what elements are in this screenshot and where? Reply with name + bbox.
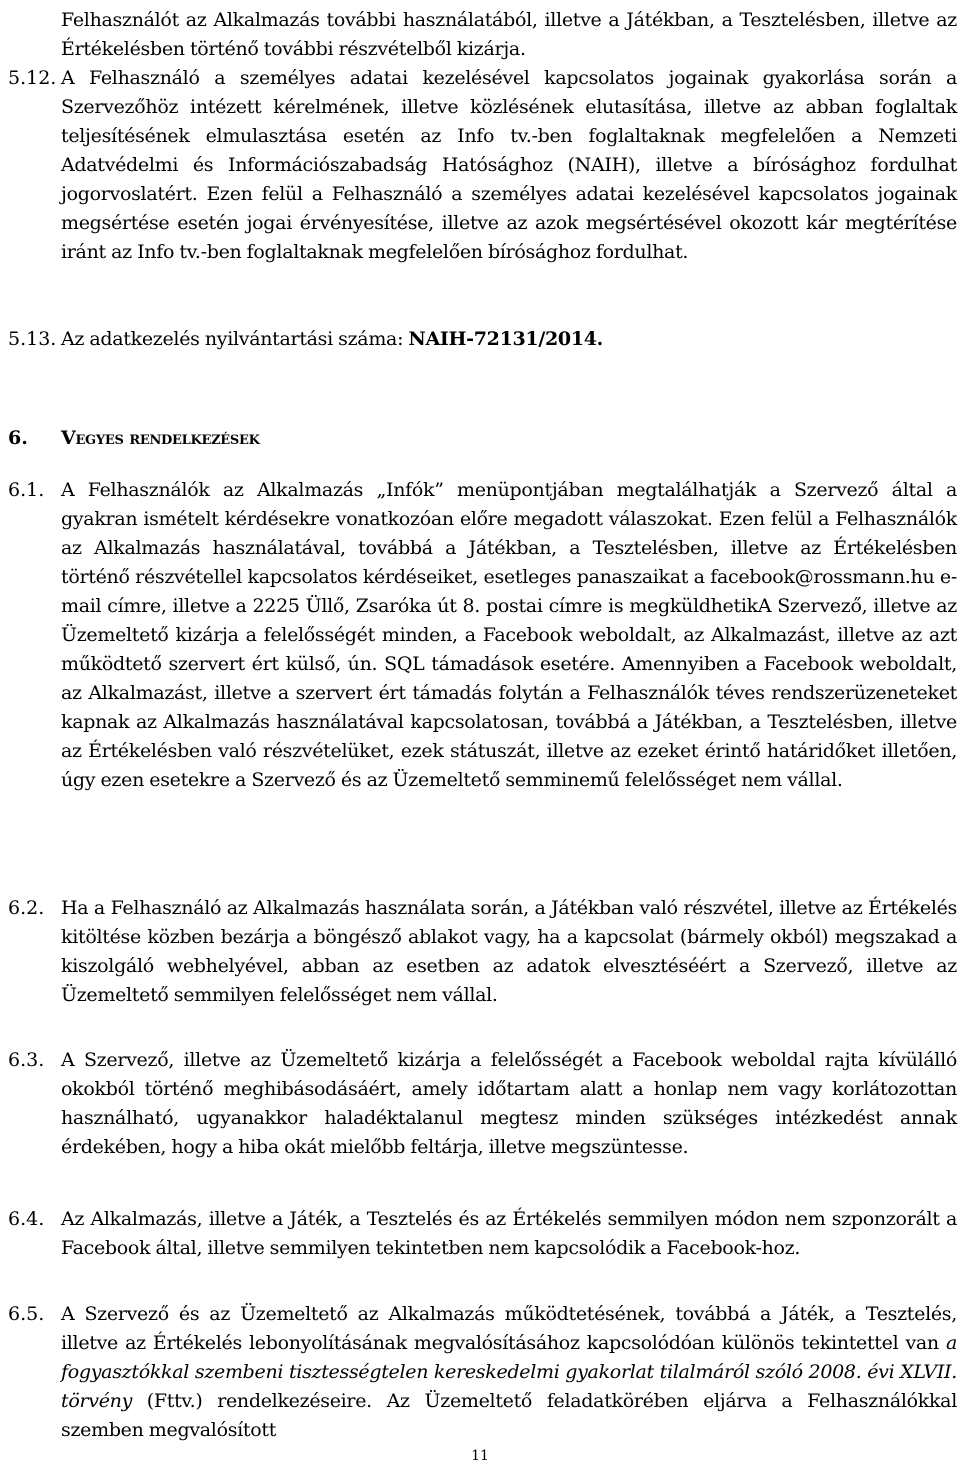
paragraph-number: 5.13. xyxy=(8,328,57,350)
paragraph-text: A Szervező, illetve az Üzemeltető kizárja a felelősségét a Facebook weboldal rajta kívülálló okokból történő meghibásodásáért, amely időtartam alatt a honlap nem vagy korlátozottan használható, ugyanakkor haladéktalanul megtesz minden szükséges intézkedést annak érdekében, hogy a hiba okát mielőbb feltárja, illetve megszüntesse. xyxy=(61,1049,957,1158)
page-number: 11 xyxy=(471,1448,489,1464)
paragraph-text-part: (Fttv.) rendelkezéseire. Az Üzemeltető feladatkörében eljárva a Felhasználókkal szemben megvalósított xyxy=(61,1390,957,1441)
paragraph-number: 6.5. xyxy=(8,1303,45,1325)
paragraph-text: Az Alkalmazás, illetve a Játék, a Tesztelés és az Értékelés semmilyen módon nem szponzorált a Facebook által, illetve semmilyen tekintetben nem kapcsolódik a Facebook-hoz. xyxy=(61,1208,957,1259)
paragraph-text xyxy=(61,1300,957,1445)
paragraph-number: 6.1. xyxy=(8,479,45,501)
paragraph-number: 5.12. xyxy=(8,67,57,89)
registration-label: Az adatkezelés nyilvántartási száma: xyxy=(61,328,409,350)
paragraph-text xyxy=(61,325,957,354)
paragraph-text: Ha a Felhasználó az Alkalmazás használata során, a Játékban való részvétel, illetve az Értékelés kitöltése közben bezárja a böngésző ablakot vagy, ha a kapcsolat (bármely okból) megszakad a kiszolgáló webhelyével, abban az esetben az adatok elvesztéséért a Szervező, illetve az Üzemeltető semmilyen felelősséget nem vállal. xyxy=(61,897,957,1006)
registration-number: NAIH-72131/2014. xyxy=(408,328,603,350)
paragraph-text: A Felhasználó a személyes adatai kezelésével kapcsolatos jogainak gyakorlása során a Szervezőhöz intézett kérelmének, illetve közlésének elutasítása, illetve az abban foglaltak teljesítésének elmulasztása esetén az Info tv.-ben foglaltaknak megfelelően a Nemzeti Adatvédelmi és Információszabadság Hatósághoz (NAIH), illetve a bírósághoz fordulhat jogorvoslatért. Ezen felül a Felhasználó a személyes adatai kezelésével kapcsolatos jogainak megsértése esetén jogai érvényesítése, illetve az azok megsértésével okozott kár megtérítése iránt az Info tv.-ben foglaltaknak megfelelően bírósághoz fordulhat. xyxy=(61,67,957,263)
section-number: 6. xyxy=(8,427,28,449)
section-title: Vegyes rendelkezések xyxy=(61,427,260,449)
law-reference: a fogyasztókkal szembeni tisztességtelen kereskedelmi gyakorlat tilalmáról szóló 2008. évi XLVII. törvény xyxy=(61,1332,957,1412)
paragraph-number: 6.3. xyxy=(8,1049,45,1071)
paragraph-number: 6.2. xyxy=(8,897,45,919)
paragraph-text-part: A Szervező és az Üzemeltető az Alkalmazás működtetésének, továbbá a Játék, a Tesztelés, illetve az Értékelés lebonyolításának megvalósításához kapcsolódóan különös tekintettel van xyxy=(61,1303,957,1354)
paragraph-text: A Felhasználók az Alkalmazás „Infók” menüpontjában megtalálhatják a Szervező által a gyakran ismételt kérdésekre vonatkozóan előre megadott válaszokat. Ezen felül a Felhasználók az Alkalmazás használatával, továbbá a Játékban, a Tesztelésben, illetve az Értékelésben történő részvétellel kapcsolatos kérdéseiket, esetleges panaszaikat a facebook@rossmann.hu e-mail címre, illetve a 2225 Üllő, Zsaróka út 8. postai címre is megküldhetikA Szervező, illetve az Üzemeltető kizárja a felelősségét minden, a Facebook weboldalt, az Alkalmazást, illetve az azt működtető szervert ért külső, ún. SQL támadások esetére. Amennyiben a Facebook weboldalt, az Alkalmazást, illetve a szervert ért támadás folytán a Felhasználók téves rendszerüzeneteket kapnak az Alkalmazás használatával kapcsolatosan, továbbá a Játékban, a Tesztelésben, illetve az Értékelésben való részvételüket, ezek státuszát, illetve az ezeket érintő határidőket illetően, úgy ezen esetekre a Szervező és az Üzemeltető semminemű felelősséget nem vállal. xyxy=(61,479,957,791)
paragraph-text: Felhasználót az Alkalmazás további használatából, illetve a Játékban, a Tesztelésben, illetve az Értékelésben történő további részvételből kizárja. xyxy=(61,9,957,60)
paragraph-number: 6.4. xyxy=(8,1208,45,1230)
